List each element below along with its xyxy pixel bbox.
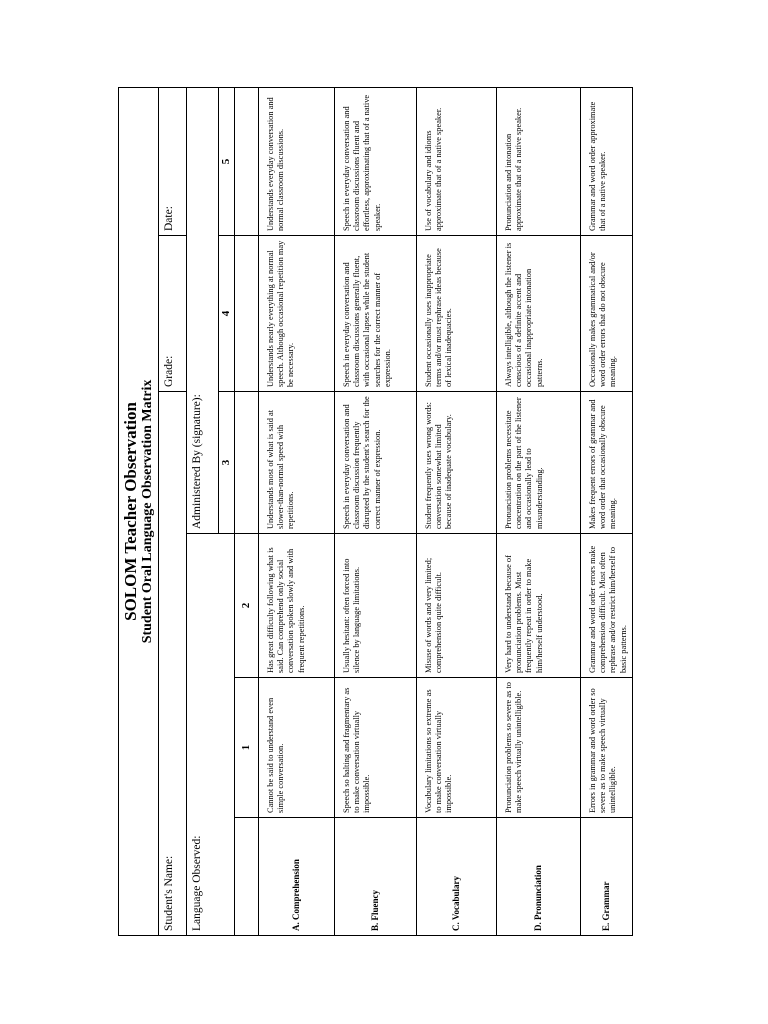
solom-matrix-table bbox=[118, 87, 633, 936]
rotated-document-page bbox=[118, 88, 630, 936]
header-blank bbox=[235, 392, 259, 534]
descriptor-cell: Very hard to understand because of pronunciation problems. Must frequently repeat in order to make him/herself understood. bbox=[497, 534, 581, 678]
descriptor-cell: Pronunciation and intonation approximate that of a native speaker. bbox=[497, 87, 581, 235]
descriptor-cell: Student occasionally uses inappropriate terms and/or must rephrase ideas because of lexical inadequacies. bbox=[417, 236, 497, 392]
criterion-label: A. Comprehension bbox=[259, 818, 335, 936]
matrix-row-fluency bbox=[335, 87, 417, 935]
student-name-field[interactable]: Student's Name: bbox=[159, 392, 187, 936]
descriptor-cell: Understands nearly everything at normal speech. Although occasional repetition may be necessary. bbox=[259, 236, 335, 392]
matrix-row-comprehension bbox=[259, 87, 335, 935]
descriptor-cell: Grammar and word order errors make comprehension difficult. Must often rephrase and/or restrict him/herself to basic patterns. bbox=[581, 534, 633, 678]
document-subtitle: Student Oral Language Observation Matrix bbox=[140, 379, 155, 644]
descriptor-cell: Understands everyday conversation and normal classroom discussions. bbox=[259, 87, 335, 235]
descriptor-cell: Vocabulary limitations so extreme as to make conversation virtually impossible. bbox=[417, 678, 497, 818]
language-observed-field[interactable]: Language Observed: bbox=[187, 534, 235, 936]
level-3-header: 3 bbox=[219, 392, 235, 534]
descriptor-cell: Usually hesitant: often forced into silence by language limitations. bbox=[335, 534, 417, 678]
descriptor-cell: Has great difficulty following what is said. Can comprehend only social conversation spoken slowly and with frequent repetitions. bbox=[259, 534, 335, 678]
descriptor-cell: Speech in everyday conversation and classroom discussion frequently disrupted by the student's search for the correct manner of expression. bbox=[335, 392, 417, 534]
descriptor-cell: Understands most of what is said at slower-than-normal speed with repetitions. bbox=[259, 392, 335, 534]
descriptor-cell: Pronunciation problems so severe as to make speech virtually unintelligible. bbox=[497, 678, 581, 818]
descriptor-cell: Misuse of words and very limited; comprehension quite difficult. bbox=[417, 534, 497, 678]
matrix-row-pronunciation bbox=[497, 87, 581, 935]
criterion-label: B. Fluency bbox=[335, 818, 417, 936]
header-blank bbox=[235, 87, 259, 235]
matrix-row-grammar bbox=[581, 87, 633, 935]
descriptor-cell: Cannot be said to understand even simple conversation. bbox=[259, 678, 335, 818]
descriptor-cell: Makes frequent errors of grammar and word order that occasionally obscure meaning. bbox=[581, 392, 633, 534]
matrix-row-vocabulary bbox=[417, 87, 497, 935]
descriptor-cell: Speech so halting and fragmentary as to make conversation virtually impossible. bbox=[335, 678, 417, 818]
descriptor-cell: Always intelligible, although the listener is conscious of a definite accent and occasional inappropriate intonation patterns. bbox=[497, 236, 581, 392]
descriptor-cell: Speech in everyday conversation and classroom discussions generally fluent, with occasional lapses while the student searches for the correct manner of expression. bbox=[335, 236, 417, 392]
descriptor-cell: Errors in grammar and word order so severe as to make speech virtually unintelligible. bbox=[581, 678, 633, 818]
descriptor-cell: Use of vocabulary and idioms approximate that of a native speaker. bbox=[417, 87, 497, 235]
level-1-header: 1 bbox=[235, 678, 259, 818]
grade-field[interactable]: Grade: bbox=[159, 236, 187, 392]
document-title: SOLOM Teacher Observation bbox=[121, 402, 140, 621]
descriptor-cell: Student frequently uses wrong words: conversation somewhat limited because of inadequate vocabulary. bbox=[417, 392, 497, 534]
descriptor-cell: Grammar and word order approximate that of a native speaker. bbox=[581, 87, 633, 235]
descriptor-cell: Speech in everyday conversation and classroom discussions fluent and effortless, approximating that of a native speaker. bbox=[335, 87, 417, 235]
date-field[interactable]: Date: bbox=[159, 87, 187, 235]
descriptor-cell: Occasionally makes grammatical and/or word order errors that do not obscure meaning. bbox=[581, 236, 633, 392]
title-block bbox=[119, 87, 159, 935]
header-blank bbox=[235, 236, 259, 392]
criterion-label: E. Grammar bbox=[581, 818, 633, 936]
level-5-header: 5 bbox=[219, 87, 235, 235]
level-4-header: 4 bbox=[219, 236, 235, 392]
level-2-header: 2 bbox=[235, 534, 259, 678]
criterion-label: C. Vocabulary bbox=[417, 818, 497, 936]
descriptor-cell: Pronunciation problems necessitate concentration on the part of the listener and occasionally lead to misunderstanding. bbox=[497, 392, 581, 534]
criterion-label: D. Pronunciation bbox=[497, 818, 581, 936]
criterion-header-blank bbox=[235, 818, 259, 936]
administered-by-field[interactable]: Administered By (signature): bbox=[187, 87, 219, 533]
